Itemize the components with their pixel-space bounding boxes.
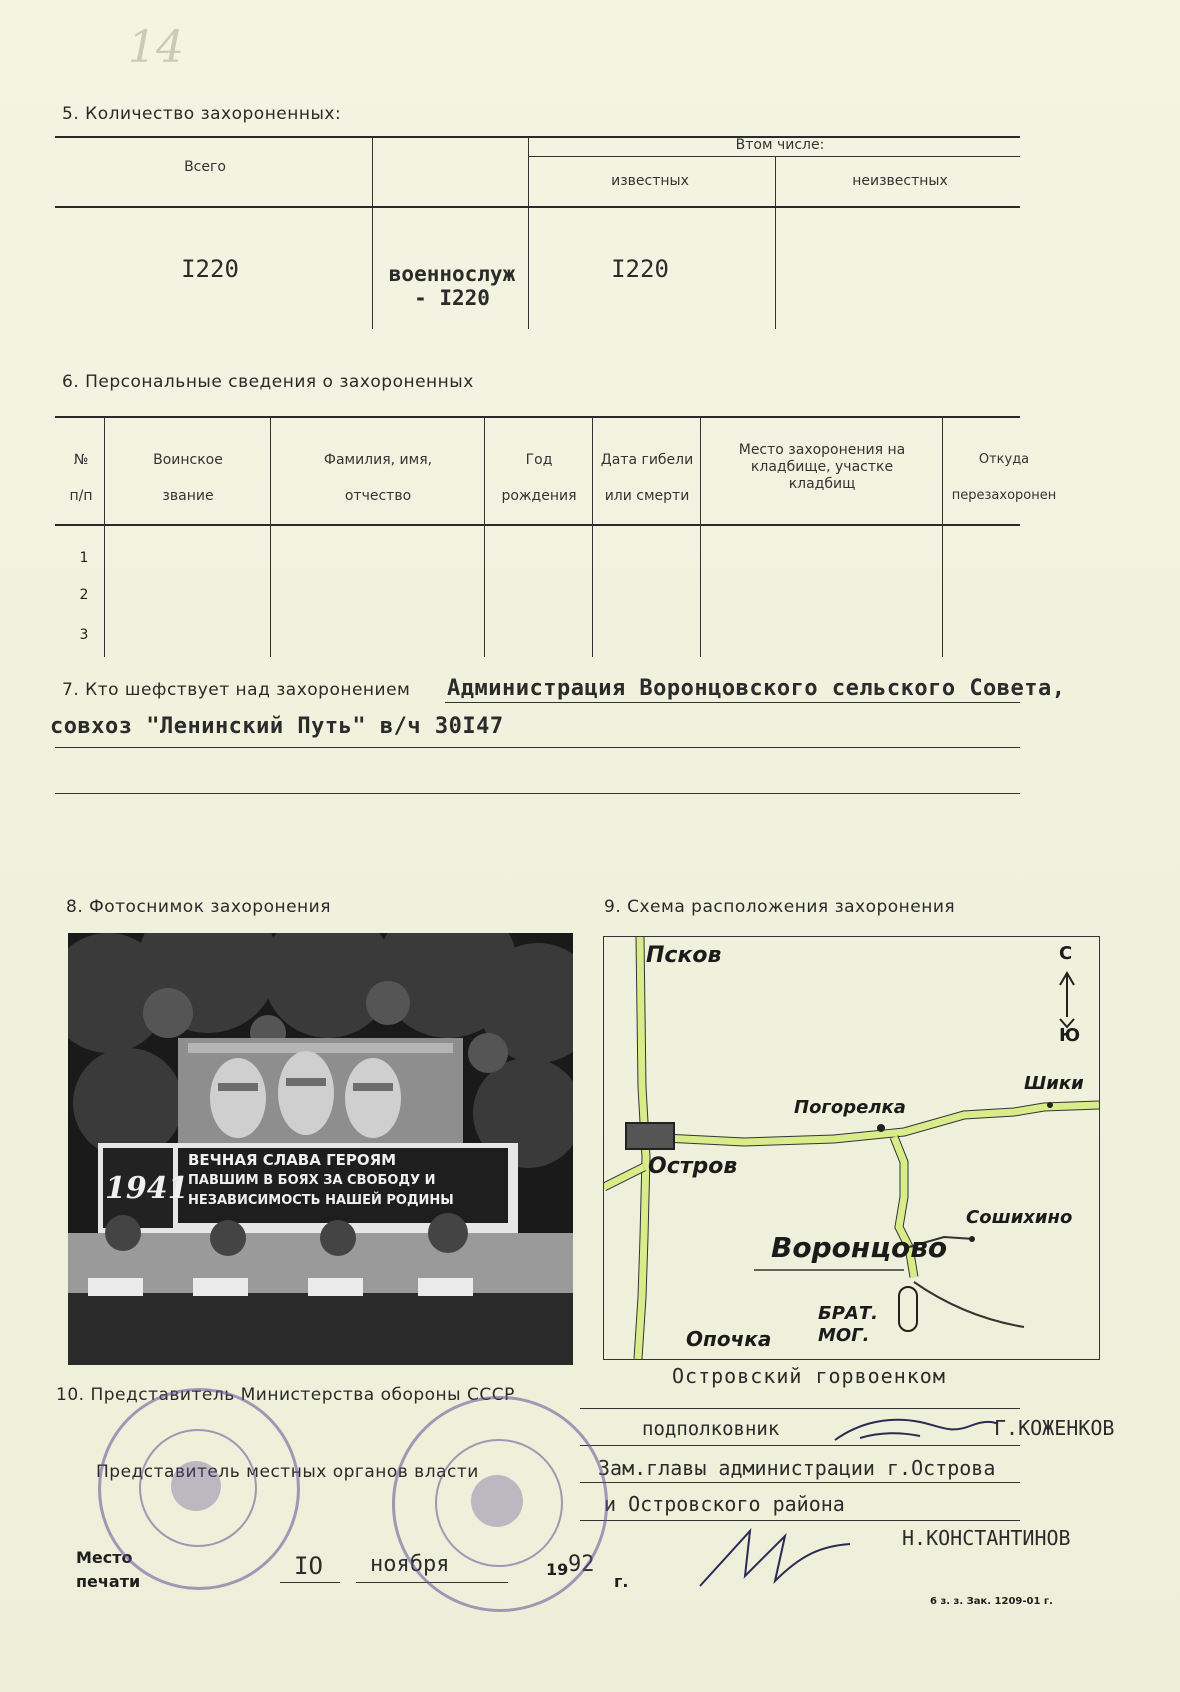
table6-divider [270, 417, 271, 657]
header-burial-place: Место захоронения на кладбище, участке кладбищ [738, 442, 906, 492]
map-label-vorontsovo: Воронцово [771, 1231, 948, 1264]
table6-divider [484, 417, 485, 657]
memorial-photo [68, 933, 573, 1365]
patron-line1: Администрация Воронцовского сельского Совета, [447, 676, 1066, 701]
local-signature [690, 1516, 860, 1596]
map-label-grave-2: МОГ. [818, 1325, 870, 1346]
map-label-pogorelka: Погорелка [794, 1097, 906, 1118]
header-known: известных [611, 173, 689, 189]
memorial-photo-image [68, 933, 573, 1365]
table5-divider [372, 137, 373, 329]
mod-signature [830, 1412, 1000, 1448]
table6-divider [700, 417, 701, 657]
fill-line [580, 1445, 1020, 1446]
date-year: 92 [568, 1552, 595, 1577]
date-year-prefix: 19 [546, 1560, 569, 1579]
seal-place-label-2: печати [76, 1572, 141, 1591]
north-marker: С [1059, 943, 1073, 964]
map-label-pskov: Псков [646, 943, 722, 968]
known-value: I220 [611, 255, 669, 283]
south-marker: Ю [1059, 1025, 1081, 1046]
emblem-icon [471, 1475, 523, 1527]
archive-number: 14 [128, 22, 184, 73]
local-authority-label: Представитель местных органов власти [96, 1462, 479, 1482]
map-label-soshikhino: Сошихино [966, 1207, 1073, 1228]
row-number: 1 [79, 550, 89, 566]
emblem-icon [171, 1461, 221, 1511]
date-month: ноября [370, 1552, 450, 1577]
map-label-ostrov: Остров [648, 1154, 738, 1179]
seal-place-label-1: Место [76, 1548, 133, 1567]
photo-inscription-1: ВЕЧНАЯ СЛАВА ГЕРОЯМ [188, 1151, 397, 1169]
date-day: IO [294, 1552, 323, 1580]
table5-divider [775, 157, 776, 329]
total-value: I220 [181, 255, 239, 283]
map-roads [604, 937, 1099, 1359]
table6-divider [104, 417, 105, 657]
header-number: № п/п [69, 452, 93, 504]
header-reburied-from: Откуда перезахоронен [951, 452, 1057, 503]
header-unknown: неизвестных [852, 173, 948, 189]
table5-subheader-line [528, 156, 1020, 157]
section7-label: 7. Кто шефствует над захоронением [62, 680, 411, 700]
row-number: 2 [79, 587, 89, 603]
date-suffix: г. [614, 1572, 629, 1591]
fill-line [580, 1408, 1020, 1409]
section5-title: 5. Количество захороненных: [62, 104, 342, 124]
photo-year-text: 1941 [105, 1171, 189, 1206]
header-rank: Воинское звание [153, 452, 223, 504]
photo-inscription-3: НЕЗАВИСИМОСТЬ НАШЕЙ РОДИНЫ [188, 1193, 454, 1208]
table6-divider [942, 417, 943, 657]
header-death-date: Дата гибели или смерти [600, 452, 694, 504]
fill-line [580, 1482, 1020, 1483]
fill-line [445, 702, 1020, 703]
fill-line [280, 1582, 340, 1583]
table5-top-border [55, 136, 1020, 138]
map-label-grave-1: БРАТ. [818, 1303, 878, 1324]
section10-label: 10. Представитель Министерства обороны СССР [56, 1385, 515, 1405]
fill-line [55, 793, 1020, 794]
location-map [603, 936, 1100, 1360]
table6-header-bottom [55, 524, 1020, 526]
local-name: Н.КОНСТАНТИНОВ [902, 1526, 1071, 1550]
military-commissariat-stamp [98, 1388, 300, 1590]
header-including: Втом числе: [735, 137, 825, 153]
fill-line [55, 747, 1020, 748]
patron-line2: совхоз "Ленинский Путь" в/ч 30I47 [50, 714, 504, 739]
map-label-shiki: Шики [1024, 1073, 1084, 1094]
table5-divider [528, 137, 529, 329]
section9-title: 9. Схема расположения захоронения [604, 897, 956, 917]
category-value: военнослуж - I220 [388, 262, 516, 310]
header-name: Фамилия, имя, отчество [323, 452, 433, 504]
administration-stamp [392, 1396, 608, 1612]
table6-top-border [55, 416, 1020, 418]
table6-divider [592, 417, 593, 657]
mod-organization: Островский горвоенком [672, 1364, 946, 1388]
printer-mark: 6 з. з. Зак. 1209-01 г. [930, 1596, 1053, 1607]
mod-name: Г.КОЖЕНКОВ [994, 1416, 1115, 1440]
section8-title: 8. Фотоснимок захоронения [66, 897, 331, 917]
local-position-2: и Островского района [604, 1492, 845, 1516]
table5-header-bottom [55, 206, 1020, 208]
mod-rank: подполковник [642, 1418, 780, 1440]
photo-inscription-2: ПАВШИМ В БОЯХ ЗА СВОБОДУ И [188, 1173, 436, 1188]
local-position-1: Зам.главы администрации г.Острова [598, 1456, 996, 1480]
header-birth-year: Год рождения [501, 452, 577, 504]
section6-title: 6. Персональные сведения о захороненных [62, 372, 474, 392]
map-label-opochka: Опочка [686, 1327, 772, 1351]
header-total: Всего [184, 159, 226, 175]
row-number: 3 [79, 627, 89, 643]
